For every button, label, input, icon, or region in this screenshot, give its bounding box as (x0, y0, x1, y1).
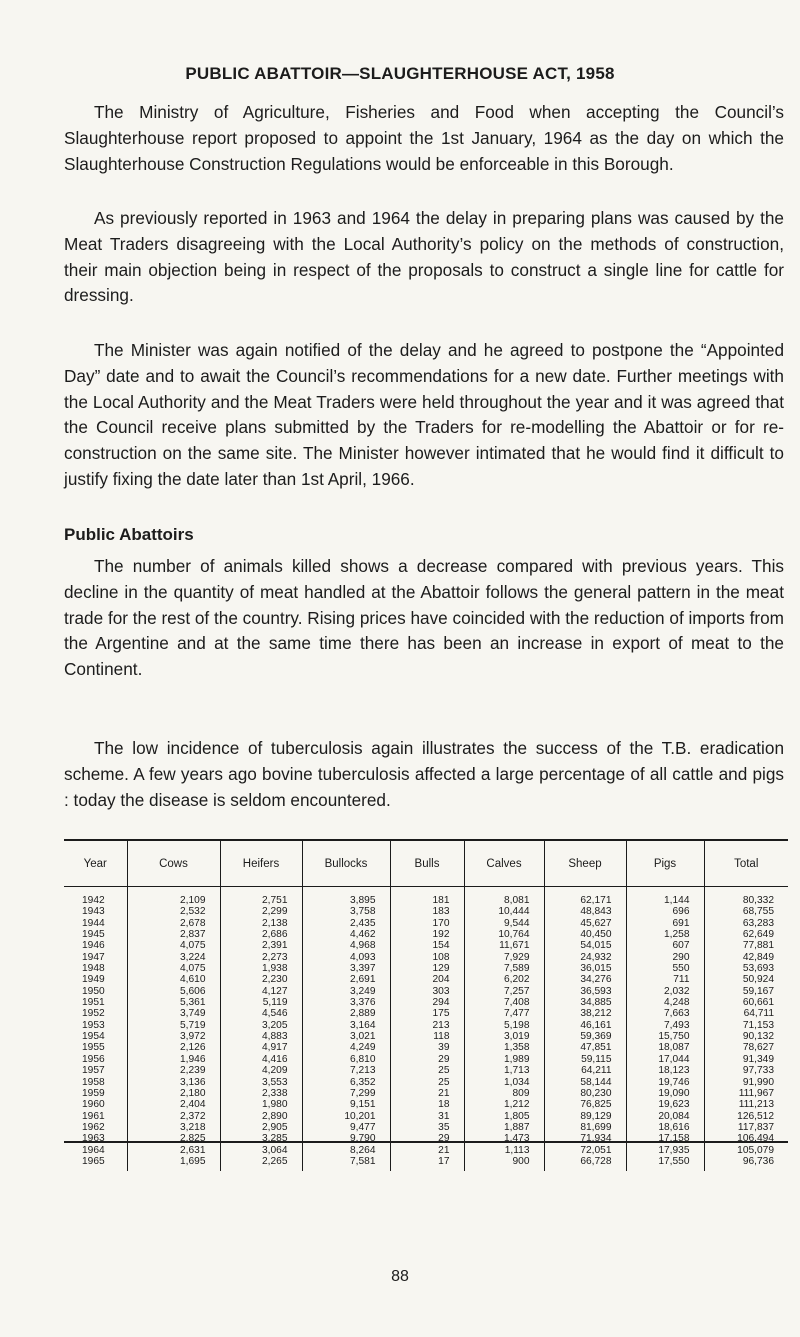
table-cell: 3,064 (220, 1145, 302, 1156)
table-row (64, 1145, 788, 1156)
table-cell: 1946 (82, 940, 105, 952)
table-cell: 48,843 (544, 906, 626, 917)
table-cell: 19,623 (626, 1099, 704, 1110)
table-cell: 4,546 (220, 1008, 302, 1019)
table-cell: 40,450 (544, 929, 626, 940)
table-row (64, 1156, 788, 1171)
table-cell: 25 (390, 1065, 464, 1076)
table-cell: 2,435 (302, 918, 390, 929)
table-cell: 4,075 (127, 963, 220, 974)
slaughter-statistics-table (64, 839, 788, 1167)
table-cell: 1955 (82, 1042, 105, 1054)
table-row (64, 974, 788, 985)
table-row (64, 1008, 788, 1019)
table-row (64, 1077, 788, 1088)
table-cell: 6,810 (302, 1054, 390, 1065)
column-header: Heifers (220, 841, 302, 887)
table-cell: 50,924 (704, 974, 788, 985)
table-cell: 2,372 (127, 1111, 220, 1122)
table-cell: 1965 (82, 1155, 105, 1167)
table-cell: 91,990 (704, 1077, 788, 1088)
table-cell: 19,746 (626, 1077, 704, 1088)
table-cell: 1951 (82, 997, 105, 1009)
table-row (64, 940, 788, 951)
table-cell: 7,581 (302, 1156, 390, 1171)
table-body (64, 887, 788, 1172)
subheading-public-abattoirs: Public Abattoirs (64, 525, 194, 544)
table-cell: 46,161 (544, 1020, 626, 1031)
table-cell: 1959 (82, 1087, 105, 1099)
table-cell: 1,113 (464, 1145, 544, 1156)
table-cell: 59,369 (544, 1031, 626, 1042)
table-cell: 2,265 (220, 1156, 302, 1171)
table-cell: 7,589 (464, 963, 544, 974)
table-cell: 25 (390, 1077, 464, 1088)
table-row (64, 1020, 788, 1031)
table-cell: 2,273 (220, 952, 302, 963)
table-cell: 29 (390, 1133, 464, 1144)
table-cell: 80,332 (704, 887, 788, 907)
table-cell: 2,691 (302, 974, 390, 985)
table-cell: 2,751 (220, 887, 302, 907)
table-cell: 5,606 (127, 986, 220, 997)
page-number: 88 (391, 1268, 409, 1285)
table-cell: 39 (390, 1042, 464, 1053)
table-cell: 1954 (82, 1031, 105, 1043)
table-cell: 4,610 (127, 974, 220, 985)
table-cell: 20,084 (626, 1111, 704, 1122)
table-cell: 10,764 (464, 929, 544, 940)
table-cell: 204 (390, 974, 464, 985)
table-cell: 18 (390, 1099, 464, 1110)
table-cell: 1952 (82, 1008, 105, 1020)
table-cell: 2,230 (220, 974, 302, 985)
table-cell: 2,532 (127, 906, 220, 917)
table-cell: 68,755 (704, 906, 788, 917)
table-cell: 9,544 (464, 918, 544, 929)
table-cell: 62,649 (704, 929, 788, 940)
table-cell: 31 (390, 1111, 464, 1122)
table-cell: 96,736 (704, 1156, 788, 1171)
table-cell: 1,713 (464, 1065, 544, 1076)
table-cell: 10,444 (464, 906, 544, 917)
table-cell: 1,144 (626, 887, 704, 907)
table-cell: 97,733 (704, 1065, 788, 1076)
table-cell: 5,198 (464, 1020, 544, 1031)
table-cell: 9,790 (302, 1133, 390, 1144)
table-cell: 3,553 (220, 1077, 302, 1088)
table-cell: 10,201 (302, 1111, 390, 1122)
table-cell: 2,825 (127, 1133, 220, 1144)
table-cell: 17,935 (626, 1145, 704, 1156)
table-cell: 5,719 (127, 1020, 220, 1031)
table-cell: 7,299 (302, 1088, 390, 1099)
table-cell: 303 (390, 986, 464, 997)
table-cell: 4,075 (127, 940, 220, 951)
table-cell: 17,158 (626, 1133, 704, 1144)
table-cell: 71,934 (544, 1133, 626, 1144)
table-cell: 1947 (82, 951, 105, 963)
table-cell: 290 (626, 952, 704, 963)
table-cell: 59,115 (544, 1054, 626, 1065)
table-cell: 7,408 (464, 997, 544, 1008)
table-cell: 1,258 (626, 929, 704, 940)
table-cell: 1,805 (464, 1111, 544, 1122)
table-cell: 21 (390, 1145, 464, 1156)
table-cell: 1961 (82, 1110, 105, 1122)
table-cell: 3,758 (302, 906, 390, 917)
table-cell: 3,019 (464, 1031, 544, 1042)
table-cell: 3,376 (302, 997, 390, 1008)
table-cell: 2,678 (127, 918, 220, 929)
table-cell: 1,473 (464, 1133, 544, 1144)
table-row (64, 918, 788, 929)
table-cell: 9,151 (302, 1099, 390, 1110)
column-header: Sheep (544, 841, 626, 887)
table-cell: 17,044 (626, 1054, 704, 1065)
table-cell: 1957 (82, 1065, 105, 1077)
table-cell: 36,593 (544, 986, 626, 997)
table-cell: 118 (390, 1031, 464, 1042)
table-cell: 3,021 (302, 1031, 390, 1042)
table-cell: 1953 (82, 1019, 105, 1031)
table-cell: 1949 (82, 974, 105, 986)
table-cell: 58,144 (544, 1077, 626, 1088)
table-cell: 4,127 (220, 986, 302, 997)
table-cell: 170 (390, 918, 464, 929)
table-cell: 7,929 (464, 952, 544, 963)
table-cell: 17,550 (626, 1156, 704, 1171)
table-cell: 36,015 (544, 963, 626, 974)
table-cell: 42,849 (704, 952, 788, 963)
table-cell: 3,224 (127, 952, 220, 963)
table-cell: 2,631 (127, 1145, 220, 1156)
table-cell: 691 (626, 918, 704, 929)
table-row (64, 1111, 788, 1122)
table-cell: 1963 (82, 1133, 105, 1145)
table-cell: 2,109 (127, 887, 220, 907)
table-cell: 2,391 (220, 940, 302, 951)
table-cell: 1,946 (127, 1054, 220, 1065)
table-cell: 64,211 (544, 1065, 626, 1076)
table-cell: 1948 (82, 963, 105, 975)
table-cell: 1956 (82, 1053, 105, 1065)
column-header: Calves (464, 841, 544, 887)
table-cell: 81,699 (544, 1122, 626, 1133)
column-header: Pigs (626, 841, 704, 887)
table-cell: 89,129 (544, 1111, 626, 1122)
table-cell: 5,361 (127, 997, 220, 1008)
table-cell: 900 (464, 1156, 544, 1171)
table-cell: 550 (626, 963, 704, 974)
paragraph-decrease: The number of animals killed shows a decrease compared with previous years. This decline in the quantity of meat handled at the Abattoir follows the general pattern in the meat trade for the rest of the country. Rising prices have coincided with the reduction of imports from the Argentine and at the same time there has been an increase in export of meat to the Continent. (64, 556, 784, 680)
table-cell: 1964 (82, 1144, 105, 1156)
table-cell: 106,494 (704, 1133, 788, 1144)
table-cell: 63,283 (704, 918, 788, 929)
table-cell: 126,512 (704, 1111, 788, 1122)
table-row (64, 1122, 788, 1133)
table-cell: 7,663 (626, 1008, 704, 1019)
table-cell: 192 (390, 929, 464, 940)
table-cell: 24,932 (544, 952, 626, 963)
paragraph-regulations: The Ministry of Agriculture, Fisheries and Food when accepting the Council’s Slaughterhouse report proposed to appoint the 1st January, 1964 as the day on which the Slaughterhouse Construction Regulations would be enforceable in this Borough. (64, 102, 784, 174)
table-cell: 1945 (82, 929, 105, 941)
table-cell: 2,890 (220, 1111, 302, 1122)
table-cell: 2,404 (127, 1099, 220, 1110)
table-cell: 3,895 (302, 887, 390, 907)
table-cell: 1,938 (220, 963, 302, 974)
table-cell: 53,693 (704, 963, 788, 974)
table-cell: 76,825 (544, 1099, 626, 1110)
paragraph-tuberculosis: The low incidence of tuberculosis again illustrates the success of the T.B. eradication scheme. A few years ago bovine tuberculosis affected a large percentage of all cattle and pigs : today the disease is seldom encountered. (64, 738, 784, 810)
table-row (64, 1099, 788, 1110)
table-cell: 15,750 (626, 1031, 704, 1042)
table-cell: 696 (626, 906, 704, 917)
table-cell: 2,889 (302, 1008, 390, 1019)
table-cell: 2,905 (220, 1122, 302, 1133)
table-cell: 3,205 (220, 1020, 302, 1031)
table-cell: 38,212 (544, 1008, 626, 1019)
table-cell: 18,616 (626, 1122, 704, 1133)
table-cell: 711 (626, 974, 704, 985)
table-cell: 181 (390, 887, 464, 907)
table-cell: 17 (390, 1156, 464, 1171)
table-cell: 7,213 (302, 1065, 390, 1076)
table-cell: 18,087 (626, 1042, 704, 1053)
table-row (64, 1031, 788, 1042)
table-cell: 19,090 (626, 1088, 704, 1099)
table-cell: 7,257 (464, 986, 544, 997)
table-cell: 62,171 (544, 887, 626, 907)
table-cell: 3,285 (220, 1133, 302, 1144)
table-cell: 105,079 (704, 1145, 788, 1156)
table-cell: 60,661 (704, 997, 788, 1008)
table-cell: 213 (390, 1020, 464, 1031)
table-cell: 64,711 (704, 1008, 788, 1019)
table-cell: 108 (390, 952, 464, 963)
table-cell: 4,917 (220, 1042, 302, 1053)
paragraph-minister: The Minister was again notified of the delay and he agreed to postpone the “Appointed Day” date and to await the Council’s recommendations for a new date. Further meetings with the Local Authority and the Meat Traders were held throughout the year and it was agreed that the Council receive plans submitted by the Traders for re-modelling the Abattoir or for re-construction on the same site. The Minister however intimated that he would find it difficult to justify fixing the date later than 1st April, 1966. (64, 340, 784, 489)
table-cell: 1942 (82, 895, 105, 906)
table-cell: 3,164 (302, 1020, 390, 1031)
table-cell: 54,015 (544, 940, 626, 951)
table-cell: 2,837 (127, 929, 220, 940)
table-row (64, 1054, 788, 1065)
paragraph-delay: As previously reported in 1963 and 1964 the delay in preparing plans was caused by the Meat Traders disagreeing with the Local Authority’s policy on the methods of construction, their main objection being in respect of the proposals to construct a single line for cattle for dressing. (64, 208, 784, 306)
table-cell: 2,299 (220, 906, 302, 917)
table-cell: 7,477 (464, 1008, 544, 1019)
table-cell: 129 (390, 963, 464, 974)
table-cell: 175 (390, 1008, 464, 1019)
table-header-row (64, 841, 788, 887)
table-cell: 4,416 (220, 1054, 302, 1065)
table-row (64, 952, 788, 963)
table-cell: 8,264 (302, 1145, 390, 1156)
table-cell: 111,967 (704, 1088, 788, 1099)
table-cell: 18,123 (626, 1065, 704, 1076)
column-header: Cows (127, 841, 220, 887)
table-cell: 6,202 (464, 974, 544, 985)
table-cell: 47,851 (544, 1042, 626, 1053)
table-row (64, 986, 788, 997)
page-title: PUBLIC ABATTOIR—SLAUGHTERHOUSE ACT, 1958 (185, 64, 615, 83)
table-cell: 1,358 (464, 1042, 544, 1053)
table-cell: 11,671 (464, 940, 544, 951)
table-cell: 1,034 (464, 1077, 544, 1088)
column-header: Bullocks (302, 841, 390, 887)
table-cell: 2,686 (220, 929, 302, 940)
table-cell: 66,728 (544, 1156, 626, 1171)
table-cell: 21 (390, 1088, 464, 1099)
table-cell: 1,989 (464, 1054, 544, 1065)
table-cell: 72,051 (544, 1145, 626, 1156)
table-cell: 2,126 (127, 1042, 220, 1053)
table-row (64, 997, 788, 1008)
table-cell: 7,493 (626, 1020, 704, 1031)
column-header: Total (704, 841, 788, 887)
table-row (64, 887, 788, 907)
table-cell: 3,218 (127, 1122, 220, 1133)
table-cell: 34,885 (544, 997, 626, 1008)
table-cell: 111,213 (704, 1099, 788, 1110)
table-cell: 71,153 (704, 1020, 788, 1031)
table-cell: 4,462 (302, 929, 390, 940)
table-cell: 80,230 (544, 1088, 626, 1099)
table-cell: 1,695 (127, 1156, 220, 1171)
table-cell: 34,276 (544, 974, 626, 985)
table-cell: 1,980 (220, 1099, 302, 1110)
column-header: Year (64, 841, 127, 887)
table-cell: 91,349 (704, 1054, 788, 1065)
table-cell: 78,627 (704, 1042, 788, 1053)
table-row (64, 963, 788, 974)
table-cell: 2,338 (220, 1088, 302, 1099)
table-cell: 4,249 (302, 1042, 390, 1053)
table-cell: 1960 (82, 1099, 105, 1111)
table-cell: 3,972 (127, 1031, 220, 1042)
table-cell: 3,136 (127, 1077, 220, 1088)
table-cell: 1958 (82, 1076, 105, 1088)
table-cell: 3,749 (127, 1008, 220, 1019)
table-cell: 4,883 (220, 1031, 302, 1042)
table-cell: 35 (390, 1122, 464, 1133)
table-row (64, 906, 788, 917)
table-cell: 29 (390, 1054, 464, 1065)
table-cell: 809 (464, 1088, 544, 1099)
table-cell: 2,138 (220, 918, 302, 929)
table-cell: 45,627 (544, 918, 626, 929)
table-cell: 607 (626, 940, 704, 951)
table-cell: 3,249 (302, 986, 390, 997)
table-row (64, 1088, 788, 1099)
table-cell: 59,167 (704, 986, 788, 997)
table-cell: 9,477 (302, 1122, 390, 1133)
table-row (64, 929, 788, 940)
table-row (64, 1065, 788, 1076)
table-cell: 2,180 (127, 1088, 220, 1099)
table-cell: 1,212 (464, 1099, 544, 1110)
table-cell: 1962 (82, 1121, 105, 1133)
table-cell: 4,968 (302, 940, 390, 951)
table-cell: 2,032 (626, 986, 704, 997)
table-cell: 77,881 (704, 940, 788, 951)
table-cell: 4,248 (626, 997, 704, 1008)
table-cell: 4,093 (302, 952, 390, 963)
table-cell: 117,837 (704, 1122, 788, 1133)
table-cell: 1943 (82, 906, 105, 918)
table-cell: 294 (390, 997, 464, 1008)
table-cell: 1,887 (464, 1122, 544, 1133)
table-cell: 183 (390, 906, 464, 917)
table-cell: 4,209 (220, 1065, 302, 1076)
table-cell: 2,239 (127, 1065, 220, 1076)
table-cell: 1950 (82, 985, 105, 997)
table-cell: 8,081 (464, 887, 544, 907)
table-cell: 1944 (82, 917, 105, 929)
table-row (64, 1042, 788, 1053)
column-header: Bulls (390, 841, 464, 887)
table-cell: 3,397 (302, 963, 390, 974)
table-row (64, 1133, 788, 1144)
table-cell: 5,119 (220, 997, 302, 1008)
table-cell: 6,352 (302, 1077, 390, 1088)
table-cell: 154 (390, 940, 464, 951)
table-cell: 90,132 (704, 1031, 788, 1042)
